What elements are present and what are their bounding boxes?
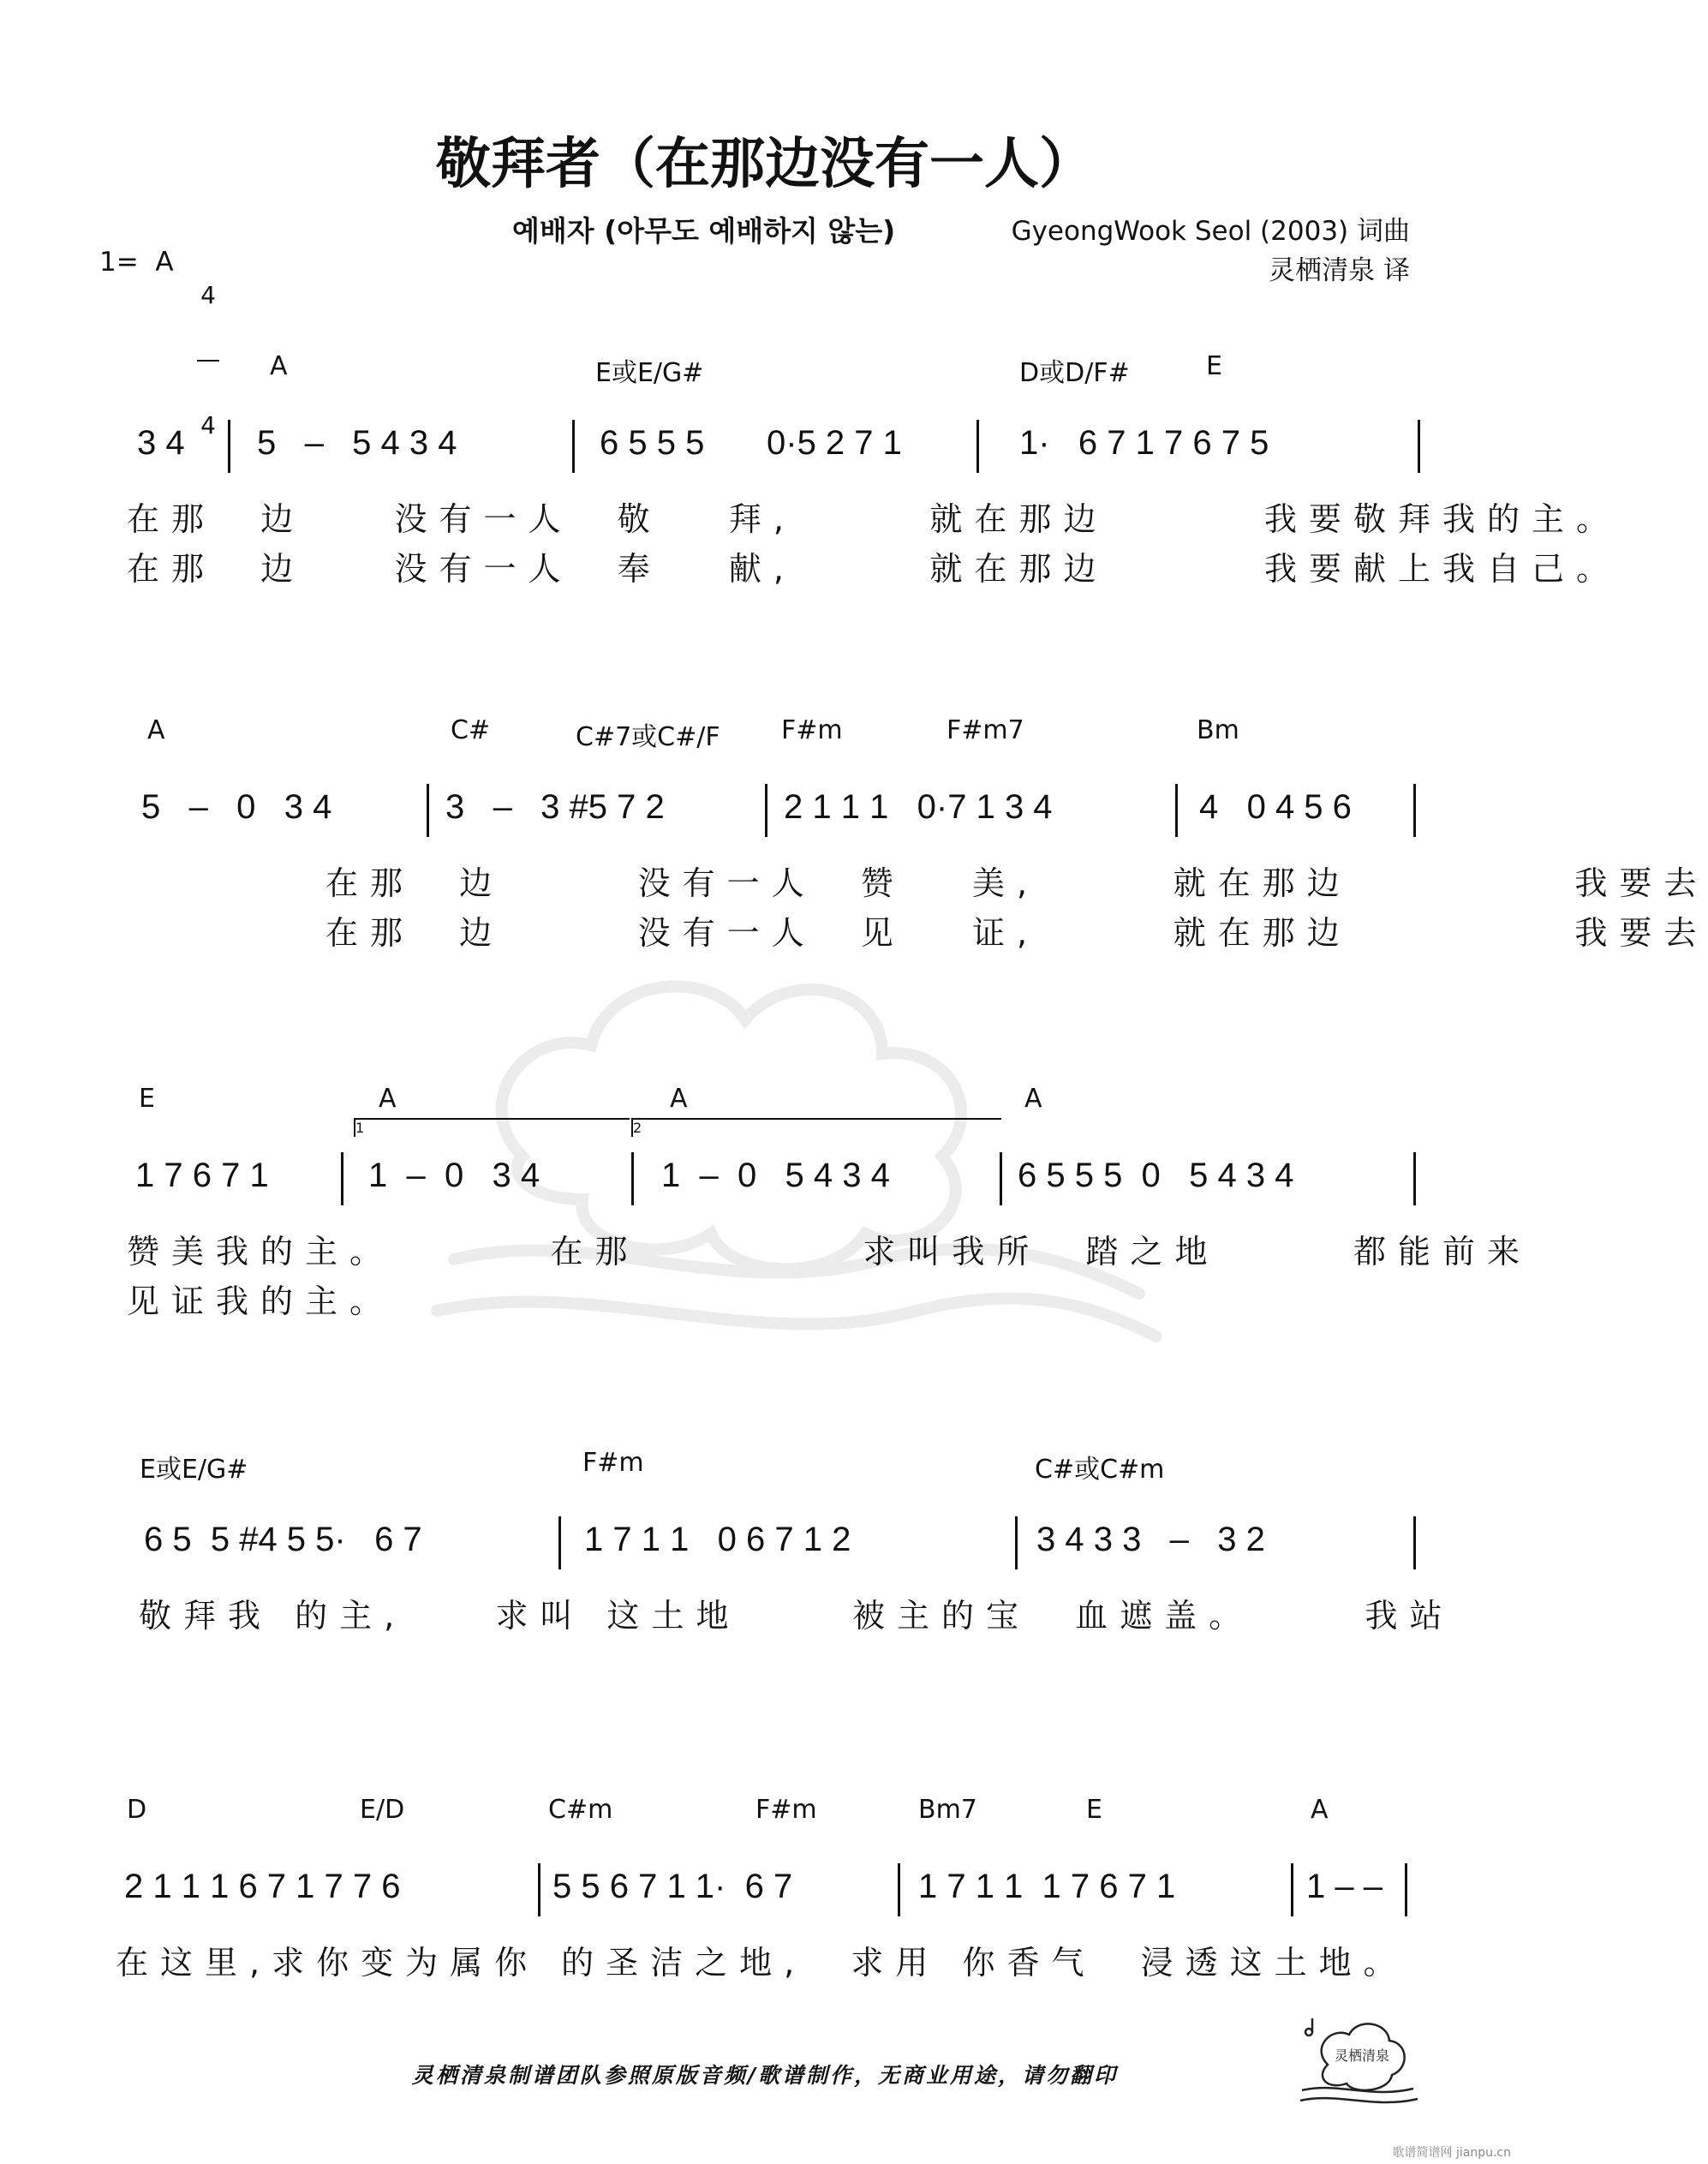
bar-line: [898, 1863, 900, 1916]
chord-symbol: A: [147, 715, 165, 745]
bar-line: [572, 420, 575, 473]
chord-symbol: D: [127, 1795, 147, 1825]
note-group: 6 5 5 5 0 5 4 3 4: [1018, 1157, 1294, 1194]
chord-symbol: E或E/G#: [595, 358, 704, 388]
lyric-line: 在那 边 没有一人 见 证, 就在那边 我要去: [325, 914, 1708, 952]
bar-line: [1418, 420, 1420, 473]
chord-symbol: F#m: [582, 1448, 644, 1478]
bar-line: [1015, 1516, 1018, 1569]
note-group: 6 5 5 #4 5 5· 6 7: [144, 1521, 422, 1558]
lyric-line: 在那 边 没有一人 赞 美, 就在那边 我要去: [325, 864, 1708, 902]
chord-symbol: A: [1311, 1795, 1329, 1825]
chord-symbol: A: [270, 351, 288, 381]
time-signature: [197, 231, 219, 464]
bar-line: [558, 1516, 561, 1569]
chord-symbol: C#或C#m: [1035, 1455, 1165, 1485]
chord-symbol: E: [1086, 1795, 1102, 1825]
note-group: 1· 6 7 1 7 6 7 5: [1019, 424, 1269, 462]
note-group: 1 7 1 1 1 7 6 7 1: [918, 1868, 1176, 1905]
bar-line: [1405, 1863, 1407, 1916]
note-group: 5 5 6 7 1 1· 6 7: [552, 1868, 793, 1905]
chord-symbol: C#m: [548, 1795, 613, 1825]
chord-symbol: E或E/G#: [140, 1455, 248, 1485]
chord-symbol: D或D/F#: [1019, 358, 1130, 388]
bar-line: [1000, 1152, 1002, 1205]
chord-symbol: Bm: [1197, 715, 1239, 745]
chord-symbol: C#: [451, 715, 491, 745]
bar-line: [538, 1863, 540, 1916]
bar-line: [1175, 784, 1178, 837]
chord-symbol: E: [139, 1084, 155, 1114]
note-group: 5 – 5 4 3 4: [257, 424, 457, 462]
bar-line: [631, 1152, 634, 1205]
chord-symbol: A: [670, 1084, 688, 1114]
lyric-line: 在这里,求你变为属你 的圣洁之地, 求用 你香气 浸透这土地。: [116, 1944, 1408, 1982]
note-group: 1 – –: [1306, 1868, 1383, 1905]
bar-line: [1413, 1516, 1416, 1569]
bar-line: [1413, 784, 1416, 837]
sheep-watermark-icon: [403, 900, 1174, 1379]
note-group: 3 4: [137, 424, 185, 462]
time-numerator: 4: [200, 281, 216, 309]
composer-credit: GyeongWook Seol (2003) 词曲: [1011, 216, 1410, 247]
chord-symbol: F#m7: [947, 715, 1024, 745]
chord-symbol: Bm7: [918, 1795, 977, 1825]
korean-subtitle: 예배자 (아무도 예배하지 않는): [512, 214, 896, 248]
time-divider: [197, 360, 219, 362]
note-group: 0·5 2 7 1: [767, 424, 902, 462]
note-group: 3 4 3 3 – 3 2: [1036, 1521, 1265, 1558]
key-signature: 1= A: [99, 247, 174, 278]
site-watermark: 歌谱简谱网 jianpu.cn: [1392, 2146, 1511, 2160]
chord-symbol: C#7或C#/F: [576, 722, 720, 752]
lyric-line: 在那 边 没有一人 敬 拜, 就在那边 我要敬拜我的主。: [127, 500, 1621, 538]
chord-symbol: F#m: [781, 715, 843, 745]
note-group: 1 7 1 1 0 6 7 1 2: [584, 1521, 851, 1558]
bar-line: [765, 784, 767, 837]
note-group: 2 1 1 1 6 7 1 7 7 6: [124, 1868, 401, 1905]
note-group: 1 – 0 5 4 3 4: [661, 1157, 890, 1194]
note-group: 5 – 0 3 4: [141, 788, 332, 826]
note-group: 2 1 1 1 0·7 1 3 4: [784, 788, 1053, 826]
song-title: 敬拜者（在那边没有一人）: [436, 133, 1094, 196]
note-group: 1 7 6 7 1: [135, 1157, 269, 1194]
lyric-line: 在那 边 没有一人 奉 献, 就在那边 我要献上我自己。: [127, 550, 1621, 588]
logo-text: 灵栖清泉: [1334, 2047, 1390, 2064]
chord-symbol: E: [1206, 351, 1222, 381]
time-denominator: 4: [200, 411, 216, 439]
note-group: 6 5 5 5: [600, 424, 705, 462]
volta-bracket: 1: [354, 1118, 630, 1137]
note-group: 3 – 3 #5 7 2: [445, 788, 665, 826]
lyric-line: 赞美我的主。 在那 求叫我所 踏之地 都能前来: [127, 1233, 1532, 1270]
chord-symbol: A: [1024, 1084, 1042, 1114]
bar-line: [427, 784, 429, 837]
bar-line: [1291, 1863, 1293, 1916]
bar-line: [976, 420, 979, 473]
footer-notice: 灵栖清泉制谱团队参照原版音频/歌谱制作，无商业用途，请勿翻印: [411, 2063, 1119, 2088]
chord-symbol: E/D: [360, 1795, 405, 1825]
chord-symbol: F#m: [755, 1795, 817, 1825]
bar-line: [228, 420, 230, 473]
bar-line: [1413, 1152, 1416, 1205]
bar-line: [341, 1152, 343, 1205]
chord-symbol: A: [379, 1084, 397, 1114]
note-group: 1 – 0 3 4: [368, 1157, 540, 1194]
lyric-line: 敬拜我 的主, 求叫 这土地 被主的宝 血遮盖。 我站: [139, 1597, 1454, 1635]
volta-bracket: 2: [631, 1118, 1001, 1137]
lyric-line: 见证我的主。: [127, 1282, 395, 1320]
translator-credit: 灵栖清泉 译: [1269, 255, 1410, 286]
note-group: 4 0 4 5 6: [1199, 788, 1352, 826]
